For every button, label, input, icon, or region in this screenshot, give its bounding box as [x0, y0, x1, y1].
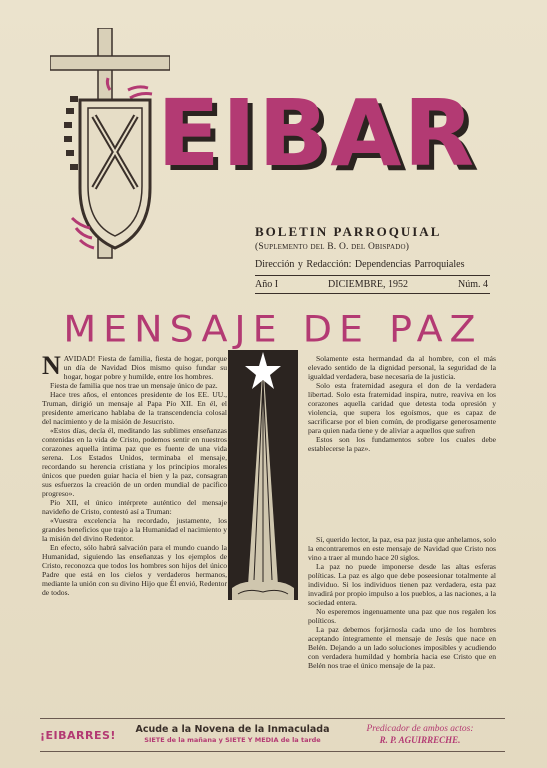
article-paragraph: «Vuestra excelencia ha recordado, justamente, los grandes beneficios que trajo a la Humanidad el nacimiento y la misión del divino Redentor. [42, 516, 227, 543]
footer-preacher [335, 724, 505, 746]
preacher-label: Predicador de ambos actos: [366, 724, 474, 734]
issue-year: Año I [255, 279, 279, 290]
article-paragraph: Hace tres años, el entonces presidente de los EE. UU., Truman, dirigió un mensaje al Papa Pío XII. En él, el presidente americano hablaba de la transcendencia colosal del nacimiento y de la misión de Jesucristo. [42, 390, 227, 426]
dropcap: N [42, 351, 61, 380]
article-paragraph: Solamente esta hermandad da al hombre, con el más elevado sentido de la dignidad personal, la seguridad de la igualdad verdadera, base necesaria de la justicia. [308, 354, 496, 381]
article-paragraph: Pío XII, el único intérprete auténtico del mensaje navideño de Cristo, contestó así a Truman: [42, 498, 227, 516]
star-of-bethlehem-illustration [228, 350, 298, 600]
article-paragraph: La paz debemos forjárnosla cada uno de los hombres aceptando íntegramente el mensaje de Jesús que nace en Belén. Dejando a un lado soluciones imposibles y acudiendo con verdadera humildad y hombría hacia ese Cristo que en Belén nos trae el único mensaje de la paz. [308, 625, 496, 670]
article-paragraph: Estos son los fundamentos sobre los cuales debe establecerse la paz». [308, 435, 496, 453]
novena-notice [40, 719, 505, 751]
article-paragraph: Solo esta fraternidad asegura el don de la verdadera libertad. Solo esta fraternidad inspira, nutre, reaviva en los corazones aquella caridad que detesta toda opresión y violencia, que supera los egoísmos, que es capaz de sacrificarse por el bien común, de prodigarse generosamente para quien nada tiene y de aliviar a aquellos que sufren [308, 381, 496, 435]
masthead-direction: Dirección y Redacción: Dependencias Parroquiales [255, 259, 465, 270]
article-paragraph: Fiesta de familia que nos trae un mensaje único de paz. [50, 381, 218, 390]
masthead-rule-bottom [255, 293, 490, 294]
footer-novena [130, 724, 335, 746]
masthead-subtitle: BOLETIN PARROQUIAL [255, 224, 442, 239]
issue-meta [255, 279, 488, 290]
novena-schedule: SIETE de la mañana y SIETE Y MEDIA de la tarde [144, 736, 321, 744]
masthead-supplement: (Suplemento del B. O. del Obispado) [255, 242, 410, 252]
article-left-column [42, 351, 227, 597]
article-paragraph: En efecto, sólo habrá salvación para el mundo cuando la Humanidad, siguiendo las enseñanzas y los ejemplos de Cristo, reconozca que todos los hombres son hijos del único Padre que está en los cielos y verdaderos hermanos, mediante la unión con su divino Hijo que Él envió, Redentor de todos. [42, 543, 227, 597]
article-paragraph: Sí, querido lector, la paz, esa paz justa que anhelamos, solo la encontraremos en este mensaje de Navidad que Cristo nos vino a traer al mundo hace 20 siglos. [308, 535, 496, 562]
article-paragraph: «Estos días, decía él, meditando las sublimes enseñanzas contenidas en la vida de Cristo, podemos sentir en nuestros corazones aquella íntima paz que es fuente de una vida serena. Los Estados Unidos, terminaba el mensaje, recordando su herencia cristiana y los principios morales únicos que pueden guiar hacia el bien y la paz, consagran sus esfuerzos la creación de un orden mundial de pacífico progreso». [42, 426, 227, 498]
footer-rule-top [40, 718, 505, 719]
article-paragraph: NAVIDAD! Fiesta de familia, fiesta de hogar, porque un día de Navidad Dios mismo quiso fundar su hogar, hogar pobre y humilde, entre los hombres. [42, 351, 227, 381]
issue-date: DICIEMBRE, 1952 [328, 279, 409, 290]
footer-exclaim: ¡EIBARRES! [40, 728, 116, 742]
article-headline: MENSAJE DE PAZ [63, 308, 483, 350]
article-right-column [308, 354, 496, 453]
preacher-name: R. P. AGUIRRECHE. [379, 735, 461, 745]
masthead-title: EIBAR [157, 80, 477, 187]
article-paragraph: La paz no puede imponerse desde las altas esferas políticas. La paz es algo que debe poseesionar totalmente al individuo. Si los individuos tienen paz verdadera, esta paz invadirá por propio impulso a los pueblos, a las naciones, a la sociedad entera. [308, 562, 496, 607]
masthead-rule-top [255, 275, 490, 276]
novena-text: Acude a la Novena de la Inmaculada [135, 724, 330, 735]
footer-rule-bottom [40, 751, 505, 752]
article-lower-column [308, 535, 496, 670]
parish-emblem-icon [50, 28, 170, 273]
issue-number: Núm. 4 [458, 279, 488, 290]
article-paragraph: No esperemos ingenuamente una paz que nos regalen los políticos. [308, 607, 496, 625]
